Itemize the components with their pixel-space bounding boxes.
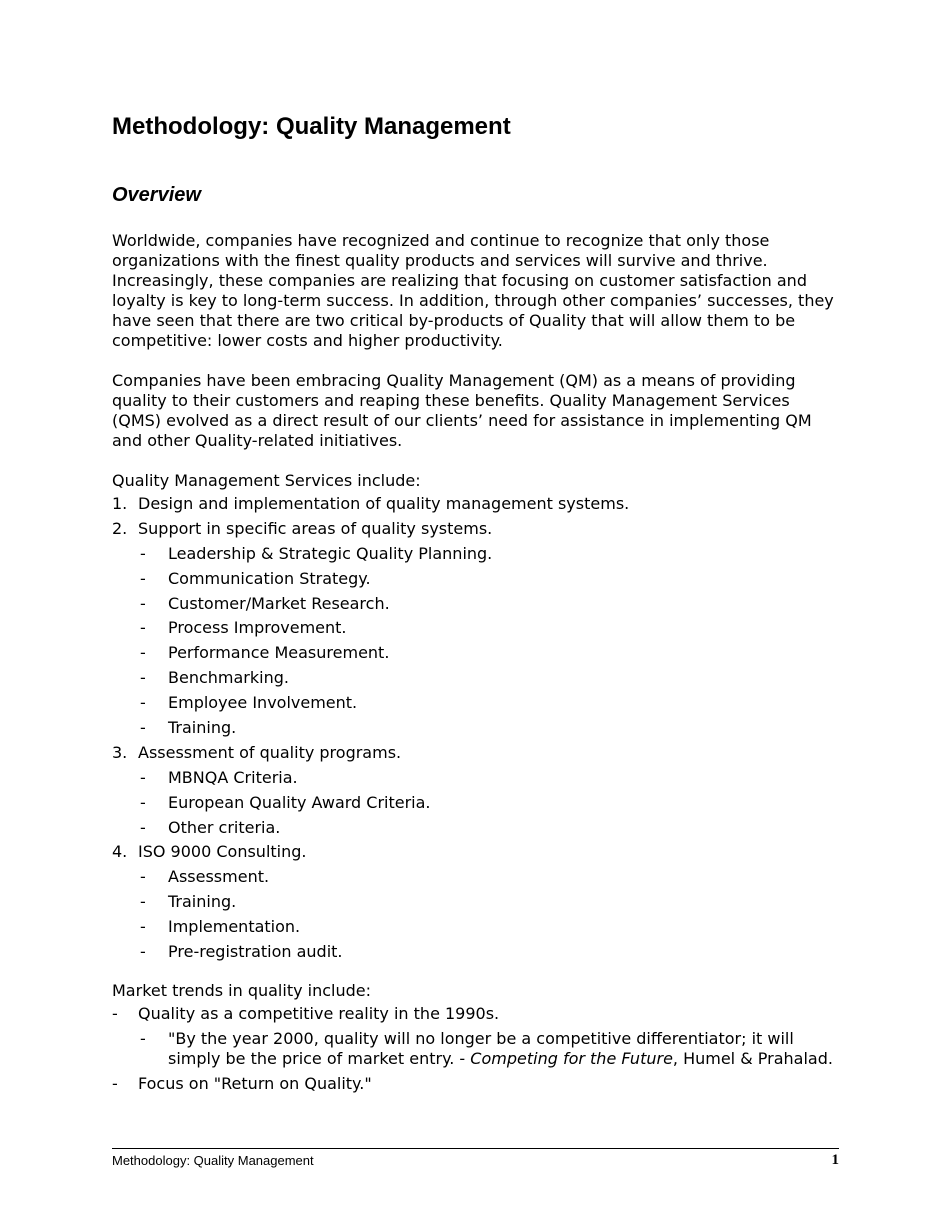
list-number: 2.	[112, 518, 128, 538]
bullet-marker: -	[140, 817, 146, 837]
sub-list-item	[112, 917, 839, 937]
list-spacer	[112, 967, 839, 981]
footer-title: Methodology: Quality Management	[112, 1153, 314, 1168]
sub-list-item	[112, 668, 839, 688]
bullet-marker: -	[140, 867, 146, 887]
list-item	[112, 519, 839, 539]
paragraph-qm: Companies have been embracing Quality Management (QM) as a means of providing quality to their customers and reaping these benefits. Quality Management Services (QMS) evolved as a direct result of our clients’ need for assistance in implementing QM and other Quality-related initiatives.	[112, 371, 812, 450]
bullet-marker: -	[140, 643, 146, 663]
list-item	[112, 743, 839, 763]
sub-list-item	[112, 867, 839, 887]
list-item	[112, 842, 839, 862]
sub-list-item-text: Process Improvement.	[168, 618, 347, 638]
sub-list-item-text: MBNQA Criteria.	[168, 767, 298, 787]
quote-item	[112, 1029, 839, 1069]
list-item	[112, 494, 839, 514]
list-number: 1.	[112, 494, 128, 513]
sub-list-item	[112, 942, 839, 962]
bullet-marker: -	[112, 1073, 118, 1093]
list-item-text: ISO 9000 Consulting.	[138, 842, 307, 862]
list-item-text: Assessment of quality programs.	[138, 742, 402, 762]
sub-list-item	[112, 594, 839, 614]
bullet-marker: -	[140, 1028, 146, 1048]
sub-list-item-text: Performance Measurement.	[168, 643, 390, 663]
bullet-marker: -	[140, 942, 146, 962]
quote-source-title: Competing for the Future	[470, 1048, 673, 1068]
list-item-text: Support in specific areas of quality systems.	[138, 518, 493, 538]
list-item	[112, 1004, 839, 1024]
trends-list	[112, 1004, 839, 1094]
list-item	[112, 1074, 839, 1094]
sub-list-item	[112, 569, 839, 589]
sub-list-item	[112, 818, 839, 838]
bullet-marker: -	[140, 718, 146, 738]
list-item-text: Design and implementation of quality management systems.	[138, 494, 630, 513]
bullet-marker: -	[140, 618, 146, 638]
section-heading-overview: Overview	[112, 184, 201, 206]
sub-list-item-text: Communication Strategy.	[168, 568, 371, 588]
sub-list-item-text: Employee Involvement.	[168, 693, 358, 713]
list-item-text: Quality as a competitive reality in the 1990s.	[138, 1003, 500, 1023]
bullet-marker: -	[112, 1003, 118, 1023]
quote-body: "By the year 2000, quality will no longer be a competitive differentiator; it will simply be the price of market entry. -	[168, 1028, 794, 1068]
paragraph-intro: Worldwide, companies have recognized and continue to recognize that only those organizations with the finest quality products and services will survive and thrive. Increasingly, these companies are realizing that focusing on customer satisfaction and loyalty is key to long-term success. In addition, through other companies’ successes, they have seen that there are two critical by-products of Quality that will allow them to be competitive: lower costs and higher productivity.	[112, 231, 834, 350]
sub-list-item	[112, 768, 839, 788]
page-number: 1	[831, 1152, 839, 1168]
sub-list-item-text: Implementation.	[168, 917, 301, 937]
quote-text	[168, 1029, 839, 1069]
bullet-marker: -	[140, 917, 146, 937]
bullet-marker: -	[140, 767, 146, 787]
sub-list-item	[112, 693, 839, 713]
sub-list-item-text: Other criteria.	[168, 817, 281, 837]
sub-list-item-text: Assessment.	[168, 867, 270, 887]
services-intro: Quality Management Services include:	[112, 471, 421, 490]
sub-list-item-text: Benchmarking.	[168, 668, 289, 688]
sub-list-item-text: Pre-registration audit.	[168, 942, 343, 962]
sub-list-item	[112, 718, 839, 738]
sub-list-item	[112, 892, 839, 912]
quote-attribution: , Humel & Prahalad.	[672, 1048, 833, 1068]
footer-divider	[112, 1148, 839, 1149]
bullet-marker: -	[140, 693, 146, 713]
bullet-marker: -	[140, 543, 146, 563]
list-item-text: Focus on "Return on Quality."	[138, 1073, 372, 1093]
document-body	[112, 231, 839, 1099]
paragraph-spacer	[112, 351, 839, 371]
sub-list-item-text: European Quality Award Criteria.	[168, 792, 431, 812]
sub-list-item	[112, 643, 839, 663]
sub-list-item-text: Customer/Market Research.	[168, 593, 390, 613]
bullet-marker: -	[140, 593, 146, 613]
paragraph-spacer	[112, 451, 839, 471]
trends-intro: Market trends in quality include:	[112, 980, 371, 1000]
sub-list-item	[112, 618, 839, 638]
bullet-marker: -	[140, 892, 146, 912]
bullet-marker: -	[140, 668, 146, 688]
list-number: 4.	[112, 842, 128, 862]
sub-list-item-text: Training.	[168, 718, 237, 738]
bullet-marker: -	[140, 792, 146, 812]
services-list	[112, 494, 839, 962]
document-title: Methodology: Quality Management	[112, 113, 511, 140]
sub-list-item	[112, 544, 839, 564]
sub-list-item-text: Training.	[168, 892, 237, 912]
list-number: 3.	[112, 742, 128, 762]
sub-list-item-text: Leadership & Strategic Quality Planning.	[168, 543, 493, 563]
bullet-marker: -	[140, 568, 146, 588]
sub-list-item	[112, 793, 839, 813]
